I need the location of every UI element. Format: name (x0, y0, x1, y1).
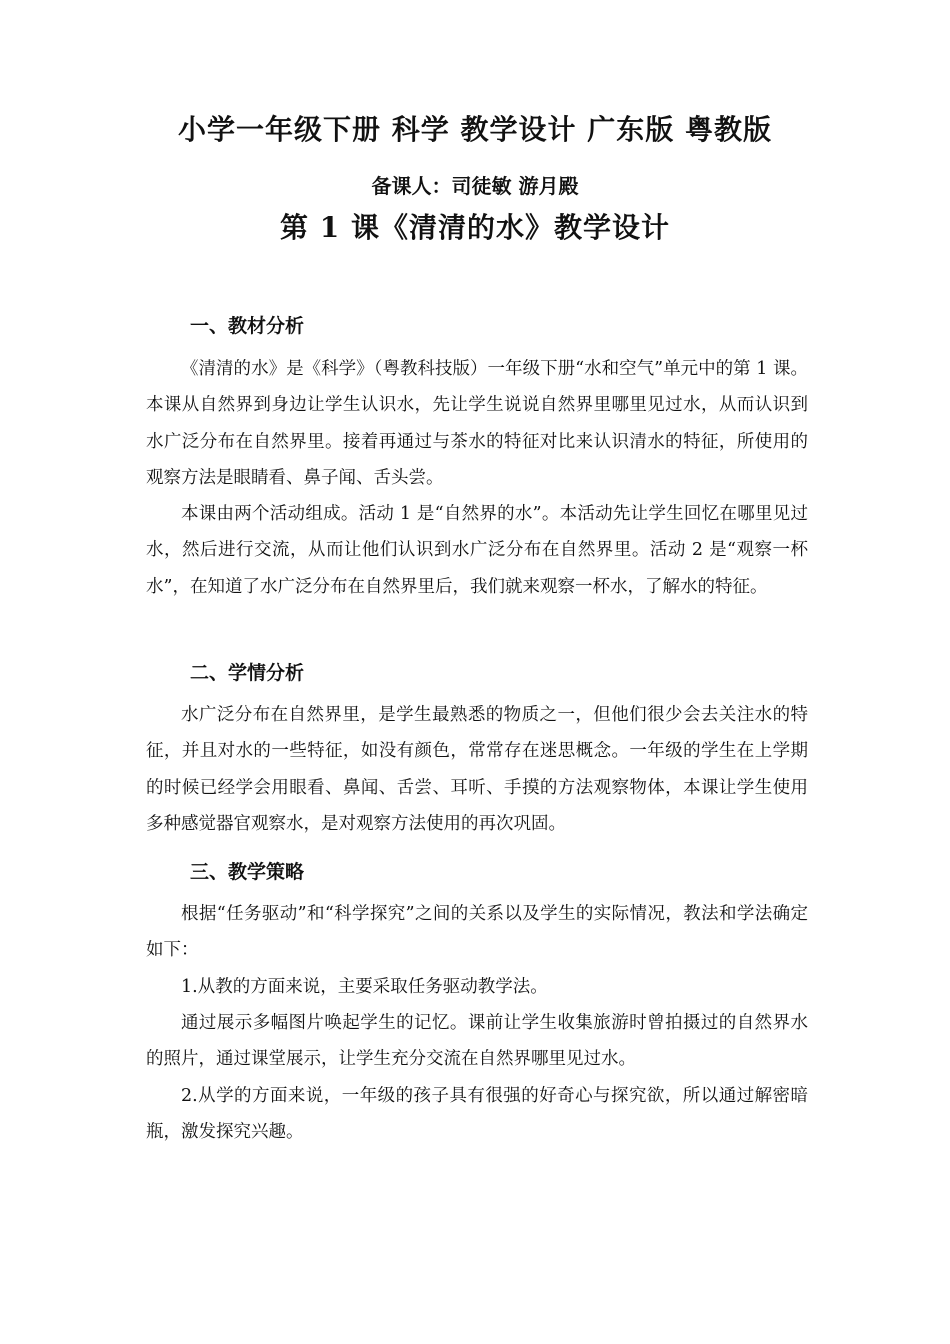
paragraph: 1.从教的方面来说，主要采取任务驱动教学法。 (181, 977, 548, 997)
paragraph: 水广泛分布在自然界里，是学生最熟悉的物质之一，但他们很少会去关注水的特征，并且对水的一些特征，如没有颜色，常常存在迷思概念。一年级的学生在上学期的时候已经学会用眼看、鼻闻、舌尝、耳听、手摸的方法观察物体，本课让学生使用多种感觉器官观察水，是对观察方法使用的再次巩固。 (146, 705, 808, 834)
paragraph: 《清清的水》是《科学》（粤教科技版）一年级下册“水和空气”单元中的第 1 课。本课从自然界到身边让学生认识水，先让学生说说自然界里哪里见过水，从而认识到水广泛分布在自然界里。接着再通过与茶水的特征对比来认识清水的特征，所使用的观察方法是眼睛看、鼻子闻、舌头尝。 (146, 359, 808, 488)
lesson-title: 第 1 课《清清的水》教学设计 (280, 211, 670, 244)
paragraph: 通过展示多幅图片唤起学生的记忆。课前让学生收集旅游时曾拍摄过的自然界水的照片，通过课堂展示，让学生充分交流在自然界哪里见过水。 (146, 1013, 808, 1070)
section-heading-teaching-strategy: 三、教学策略 (190, 861, 305, 883)
section-heading-textbook-analysis: 一、教材分析 (190, 315, 305, 337)
paragraph: 根据“任务驱动”和“科学探究”之间的关系以及学生的实际情况，教法和学法确定如下： (146, 904, 808, 961)
section-heading-learner-analysis: 二、学情分析 (190, 662, 305, 684)
paragraph: 本课由两个活动组成。活动 1 是“自然界的水”。本活动先让学生回忆在哪里见过水，然后进行交流，从而让他们认识到水广泛分布在自然界里。活动 2 是“观察一杯水”，在知道了水广泛分布在自然界里后，我们就来观察一杯水，了解水的特征。 (146, 504, 808, 597)
paragraph: 2.从学的方面来说，一年级的孩子具有很强的好奇心与探究欲，所以通过解密暗瓶，激发探究兴趣。 (146, 1086, 808, 1143)
author-line: 备课人：司徒敏 游月殿 (371, 174, 579, 198)
main-title: 小学一年级下册 科学 教学设计 广东版 粤教版 (178, 113, 772, 146)
